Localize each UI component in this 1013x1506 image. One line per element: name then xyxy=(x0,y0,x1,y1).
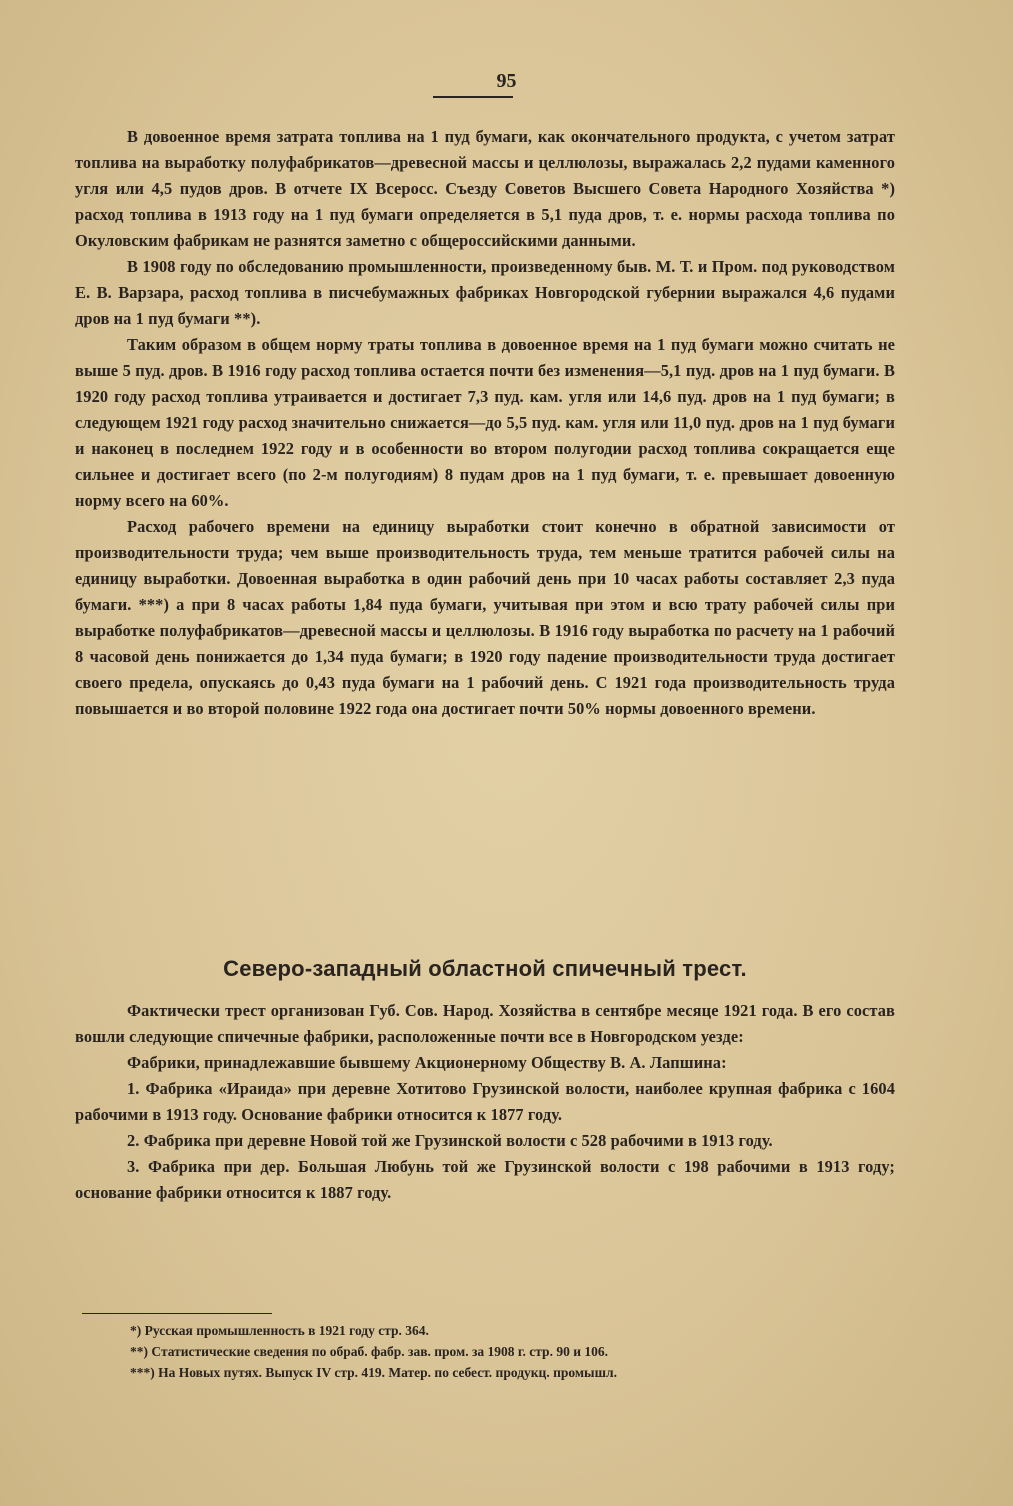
paragraph: В 1908 году по обследованию промышленности, произведенному быв. М. Т. и Пром. под руководством Е. В. Варзара, расход топлива в писчебумажных фабриках Новгородской губернии выражался 4,6 пудами дров на 1 пуд бумаги **). xyxy=(75,257,895,328)
main-text xyxy=(75,124,895,722)
section-text xyxy=(75,998,895,1206)
footnote: *) Русская промышленность в 1921 году стр. 364. xyxy=(130,1323,429,1338)
section-heading: Северо-западный областной спичечный трест. xyxy=(223,956,747,981)
paragraph: Таким образом в общем норму траты топлива в довоенное время на 1 пуд бумаги можно считать не выше 5 пуд. дров. В 1916 году расход топлива остается почти без изменения—5,1 пуд. дров на 1 пуд бумаги. В 1920 году расход топлива утраивается и достигает 7,3 пуд. кам. угля или 14,6 пуд. дров на 1 пуд бумаги; в следующем 1921 году расход значительно снижается—до 5,5 пуд. кам. угля или 11,0 пуд. дров на 1 пуд бумаги и наконец в последнем 1922 году и в особенности во втором полугодии расход топлива сокращается еще сильнее и достигает всего (по 2-м полугодиям) 8 пудам дров на 1 пуд бумаги, т. е. превышает довоенную норму всего на 60%. xyxy=(75,335,895,510)
paragraph: В довоенное время затрата топлива на 1 пуд бумаги, как окончательного продукта, с учетом затрат топлива на выработку полуфабрикатов—древесной массы и целлюлозы, выражалась 2,2 пудами каменного угля или 4,5 пудов дров. В отчете IX Всеросс. Съезду Советов Высшего Совета Народного Хозяйства *) расход топлива в 1913 году на 1 пуд бумаги определяется в 5,1 пуда дров, т. е. нормы расхода топлива по Окуловским фабрикам не разнятся заметно с общероссийскими данными. xyxy=(75,127,895,250)
paragraph: 1. Фабрика «Ираида» при деревне Хотитово Грузинской волости, наиболее крупная фабрика с 1604 рабочими в 1913 году. Основание фабрики относится к 1877 году. xyxy=(75,1079,895,1124)
footnote: ***) На Новых путях. Выпуск IV стр. 419. Матер. по себест. продукц. промышл. xyxy=(130,1365,617,1380)
page-number: 95 xyxy=(496,70,517,92)
footnote: **) Статистические сведения по обраб. фабр. зав. пром. за 1908 г. стр. 90 и 106. xyxy=(130,1344,608,1359)
page-number-rule xyxy=(433,96,513,98)
footnotes xyxy=(130,1320,850,1383)
paragraph: Фактически трест организован Губ. Сов. Народ. Хозяйства в сентябре месяце 1921 года. В его состав вошли следующие спичечные фабрики, расположенные почти все в Новгородском уезде: xyxy=(75,1001,895,1046)
footnote-rule xyxy=(82,1313,272,1314)
paragraph: Фабрики, принадлежавшие бывшему Акционерному Обществу В. А. Лапшина: xyxy=(127,1053,727,1072)
paragraph: 3. Фабрика при дер. Большая Любунь той же Грузинской волости с 198 рабочими в 1913 году; основание фабрики относится к 1887 году. xyxy=(75,1157,895,1202)
paragraph: Расход рабочего времени на единицу выработки стоит конечно в обратной зависимости от производительности труда; чем выше производительность труда, тем меньше тратится рабочей силы на единицу выработки. Довоенная выработка в один рабочий день при 10 часах работы составляет 2,3 пуда бумаги. ***) а при 8 часах работы 1,84 пуда бумаги, учитывая при этом и всю трату рабочей силы при выработке полуфабрикатов—древесной массы и целлюлозы. В 1916 году выработка по расчету на 1 рабочий 8 часовой день понижается до 1,34 пуда бумаги; в 1920 году падение производительности труда достигает своего предела, опускаясь до 0,43 пуда бумаги на 1 рабочий день. С 1921 года производительность труда повышается и во второй половине 1922 года она достигает почти 50% нормы довоенного времени. xyxy=(75,517,895,718)
paragraph: 2. Фабрика при деревне Новой той же Грузинской волости с 528 рабочими в 1913 году. xyxy=(127,1131,773,1150)
